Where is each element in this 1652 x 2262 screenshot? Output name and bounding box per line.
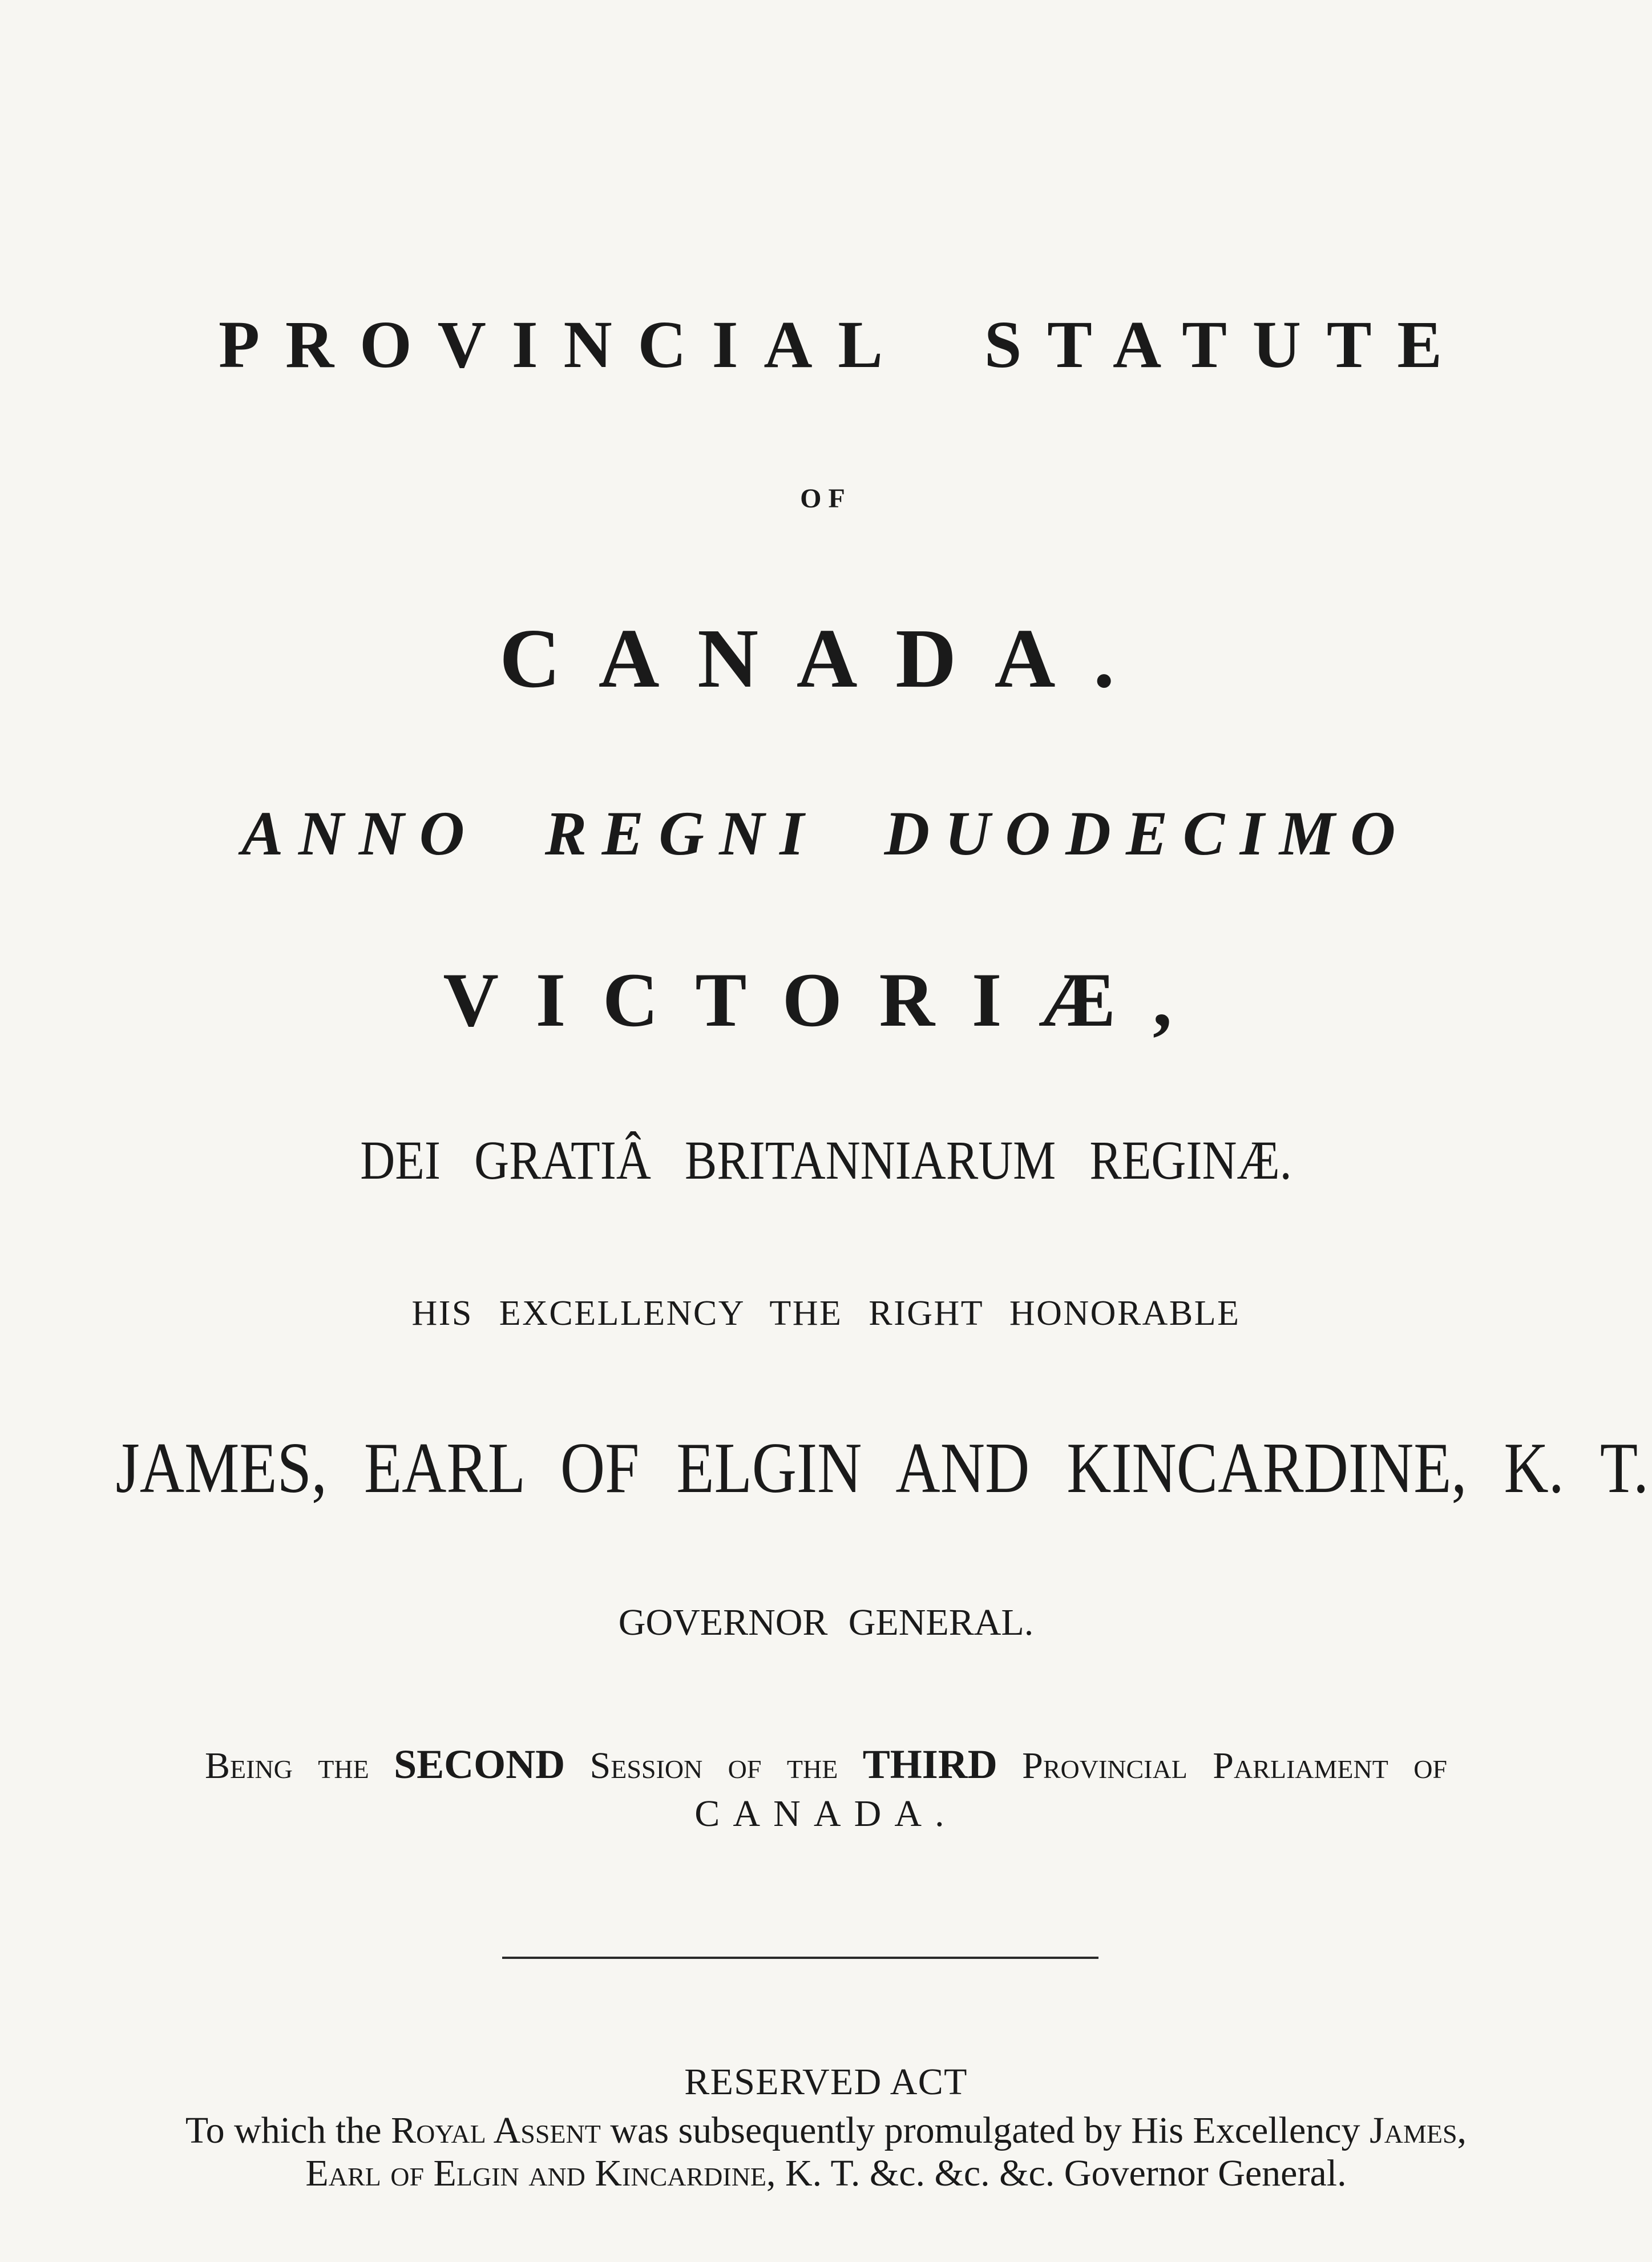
- session-text-2: Session of the: [589, 1745, 838, 1787]
- session-third: THIRD: [862, 1741, 997, 1787]
- title-provincial-statute: [0, 307, 1652, 382]
- horizontal-rule: [502, 1957, 1098, 1959]
- dei-gratia-line: DEI GRATIÂ BRITANNIARUM REGINÆ.: [360, 1130, 1292, 1191]
- session-canada: CANADA.: [694, 1793, 958, 1834]
- his-excellency-line: HIS EXCELLENCY THE RIGHT HONORABLE: [411, 1294, 1241, 1333]
- anno-regni-line: ANNO REGNI DUODECIMO: [241, 799, 1411, 868]
- of-line: OF: [800, 483, 852, 514]
- assent-text-d: James,: [1370, 2110, 1467, 2151]
- session-text-1: Being the: [204, 1745, 369, 1787]
- governor-general-line: GOVERNOR GENERAL.: [618, 1602, 1034, 1643]
- assent-text-c: was subsequently promulgated by His Excellency: [610, 2110, 1360, 2151]
- victoriae-line: VICTORIÆ,: [443, 958, 1209, 1043]
- reserved-act-heading: RESERVED ACT: [684, 2061, 968, 2103]
- assent-text-f: K. T. &c. &c. &c. Governor General.: [785, 2152, 1347, 2194]
- title-word-provincial: PROVINCIAL: [219, 307, 905, 382]
- assent-text-a: To which the: [185, 2110, 382, 2151]
- session-second: SECOND: [394, 1741, 566, 1787]
- canada-heading: CANADA.: [499, 612, 1153, 705]
- james-earl-line: JAMES, EARL OF ELGIN AND KINCARDINE, K. T.: [115, 1429, 1649, 1508]
- session-line: [0, 1741, 1652, 1787]
- assent-text-b: Royal Assent: [391, 2110, 601, 2151]
- assent-text-e: Earl of Elgin and Kincardine,: [305, 2152, 776, 2194]
- title-word-statute: STATUTE: [984, 307, 1468, 382]
- royal-assent-line-2: [0, 2152, 1652, 2194]
- royal-assent-line-1: [0, 2112, 1652, 2150]
- session-text-3: Provincial Parliament of: [1022, 1745, 1448, 1787]
